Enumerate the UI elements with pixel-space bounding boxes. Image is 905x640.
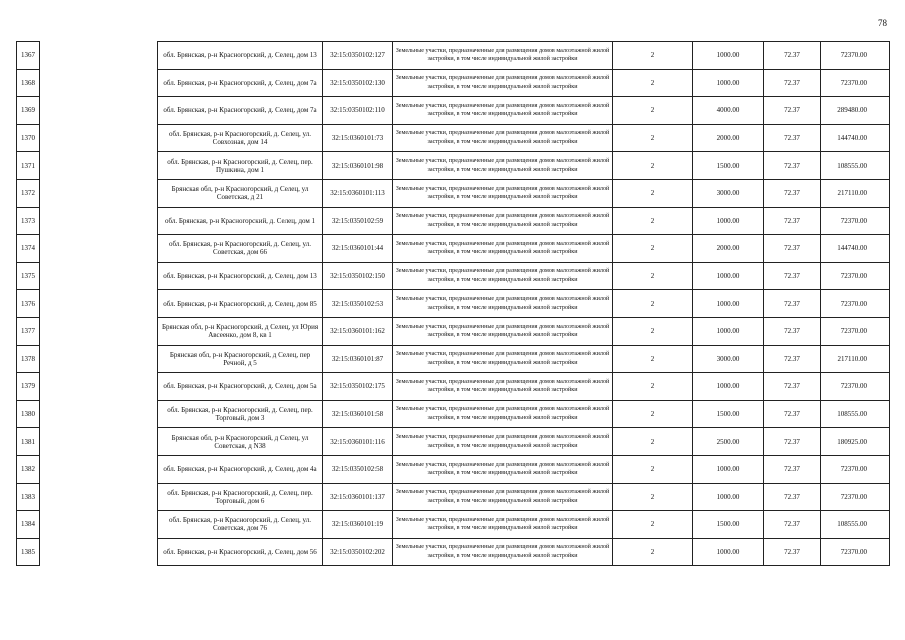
- cadastral-value-cell: 72370.00: [821, 262, 890, 290]
- cadastral-number-cell: 32:15:0360101:87: [323, 345, 393, 373]
- group-cell: 2: [613, 42, 693, 70]
- cadastral-value-cell: 72370.00: [821, 290, 890, 318]
- area-cell: 4000.00: [693, 97, 764, 125]
- blank-column: [40, 511, 158, 539]
- group-cell: 2: [613, 373, 693, 401]
- table-row: [17, 97, 890, 125]
- address-cell: обл. Брянская, р-н Красногорский, д. Селец, дом 56: [158, 538, 323, 566]
- specific-value-cell: 72.37: [764, 373, 821, 401]
- table-row: [17, 262, 890, 290]
- row-number: 1382: [17, 455, 40, 483]
- row-number: 1377: [17, 317, 40, 345]
- cadastral-number-cell: 32:15:0350102:202: [323, 538, 393, 566]
- land-registry-table: [16, 41, 890, 566]
- row-number: 1383: [17, 483, 40, 511]
- cadastral-number-cell: 32:15:0360101:98: [323, 152, 393, 180]
- address-cell: обл. Брянская, р-н Красногорский, д. Селец, дом 1: [158, 207, 323, 235]
- table-row: [17, 317, 890, 345]
- address-cell: Брянская обл, р-н Красногорский, д Селец, ул Советская, д 21: [158, 179, 323, 207]
- group-cell: 2: [613, 207, 693, 235]
- area-cell: 1500.00: [693, 152, 764, 180]
- row-number: 1380: [17, 400, 40, 428]
- specific-value-cell: 72.37: [764, 455, 821, 483]
- group-cell: 2: [613, 428, 693, 456]
- blank-column: [40, 42, 158, 70]
- page-number: 78: [878, 18, 887, 28]
- table-row: [17, 69, 890, 97]
- group-cell: 2: [613, 179, 693, 207]
- row-number: 1370: [17, 124, 40, 152]
- table-body: [17, 42, 890, 566]
- row-number: 1381: [17, 428, 40, 456]
- permitted-use-cell: Земельные участки, предназначенные для размещения домов малоэтажной жилой застройки, в том числе индивидуальной жилой застройки: [393, 483, 613, 511]
- blank-column: [40, 152, 158, 180]
- specific-value-cell: 72.37: [764, 400, 821, 428]
- permitted-use-cell: Земельные участки, предназначенные для размещения домов малоэтажной жилой застройки, в том числе индивидуальной жилой застройки: [393, 317, 613, 345]
- group-cell: 2: [613, 124, 693, 152]
- blank-column: [40, 290, 158, 318]
- address-cell: обл. Брянская, р-н Красногорский, д. Селец, пер. Пушкина, дом 1: [158, 152, 323, 180]
- address-cell: обл. Брянская, р-н Красногорский, д. Селец, ул. Советская, дом 76: [158, 511, 323, 539]
- blank-column: [40, 538, 158, 566]
- address-cell: обл. Брянская, р-н Красногорский, д. Селец, ул. Советская, дом 66: [158, 235, 323, 263]
- cadastral-value-cell: 72370.00: [821, 42, 890, 70]
- cadastral-value-cell: 289480.00: [821, 97, 890, 125]
- blank-column: [40, 69, 158, 97]
- specific-value-cell: 72.37: [764, 207, 821, 235]
- cadastral-number-cell: 32:15:0360101:116: [323, 428, 393, 456]
- permitted-use-cell: Земельные участки, предназначенные для размещения домов малоэтажной жилой застройки, в том числе индивидуальной жилой застройки: [393, 69, 613, 97]
- blank-column: [40, 483, 158, 511]
- table-row: [17, 511, 890, 539]
- permitted-use-cell: Земельные участки, предназначенные для размещения домов малоэтажной жилой застройки, в том числе индивидуальной жилой застройки: [393, 42, 613, 70]
- cadastral-value-cell: 72370.00: [821, 69, 890, 97]
- specific-value-cell: 72.37: [764, 152, 821, 180]
- cadastral-number-cell: 32:15:0350102:130: [323, 69, 393, 97]
- specific-value-cell: 72.37: [764, 345, 821, 373]
- table-row: [17, 124, 890, 152]
- area-cell: 1000.00: [693, 42, 764, 70]
- permitted-use-cell: Земельные участки, предназначенные для размещения домов малоэтажной жилой застройки, в том числе индивидуальной жилой застройки: [393, 235, 613, 263]
- table-row: [17, 373, 890, 401]
- address-cell: обл. Брянская, р-н Красногорский, д. Селец, дом 13: [158, 42, 323, 70]
- permitted-use-cell: Земельные участки, предназначенные для размещения домов малоэтажной жилой застройки, в том числе индивидуальной жилой застройки: [393, 124, 613, 152]
- table-row: [17, 428, 890, 456]
- specific-value-cell: 72.37: [764, 179, 821, 207]
- area-cell: 1000.00: [693, 290, 764, 318]
- blank-column: [40, 455, 158, 483]
- blank-column: [40, 373, 158, 401]
- group-cell: 2: [613, 69, 693, 97]
- address-cell: Брянская обл, р-н Красногорский, д Селец, ул Советская, д N38: [158, 428, 323, 456]
- cadastral-number-cell: 32:15:0360101:73: [323, 124, 393, 152]
- group-cell: 2: [613, 483, 693, 511]
- cadastral-value-cell: 72370.00: [821, 317, 890, 345]
- row-number: 1367: [17, 42, 40, 70]
- permitted-use-cell: Земельные участки, предназначенные для размещения домов малоэтажной жилой застройки, в том числе индивидуальной жилой застройки: [393, 152, 613, 180]
- group-cell: 2: [613, 455, 693, 483]
- row-number: 1378: [17, 345, 40, 373]
- table-row: [17, 235, 890, 263]
- cadastral-number-cell: 32:15:0360101:44: [323, 235, 393, 263]
- cadastral-number-cell: 32:15:0350102:175: [323, 373, 393, 401]
- area-cell: 1500.00: [693, 400, 764, 428]
- cadastral-number-cell: 32:15:0350102:58: [323, 455, 393, 483]
- address-cell: обл. Брянская, р-н Красногорский, д. Селец, пер. Торговый, дом 3: [158, 400, 323, 428]
- row-number: 1385: [17, 538, 40, 566]
- cadastral-value-cell: 144740.00: [821, 235, 890, 263]
- blank-column: [40, 400, 158, 428]
- cadastral-value-cell: 72370.00: [821, 373, 890, 401]
- cadastral-number-cell: 32:15:0350102:59: [323, 207, 393, 235]
- specific-value-cell: 72.37: [764, 97, 821, 125]
- permitted-use-cell: Земельные участки, предназначенные для размещения домов малоэтажной жилой застройки, в том числе индивидуальной жилой застройки: [393, 400, 613, 428]
- address-cell: Брянская обл, р-н Красногорский, д Селец, ул Юрия Авсеенко, дом 8, кв 1: [158, 317, 323, 345]
- cadastral-number-cell: 32:15:0360101:19: [323, 511, 393, 539]
- permitted-use-cell: Земельные участки, предназначенные для размещения домов малоэтажной жилой застройки, в том числе индивидуальной жилой застройки: [393, 179, 613, 207]
- blank-column: [40, 235, 158, 263]
- cadastral-number-cell: 32:15:0360101:137: [323, 483, 393, 511]
- table-row: [17, 455, 890, 483]
- row-number: 1376: [17, 290, 40, 318]
- permitted-use-cell: Земельные участки, предназначенные для размещения домов малоэтажной жилой застройки, в том числе индивидуальной жилой застройки: [393, 345, 613, 373]
- row-number: 1384: [17, 511, 40, 539]
- address-cell: обл. Брянская, р-н Красногорский, д. Селец, дом 85: [158, 290, 323, 318]
- specific-value-cell: 72.37: [764, 538, 821, 566]
- row-number: 1369: [17, 97, 40, 125]
- blank-column: [40, 428, 158, 456]
- address-cell: обл. Брянская, р-н Красногорский, д. Селец, дом 5а: [158, 373, 323, 401]
- cadastral-value-cell: 72370.00: [821, 207, 890, 235]
- area-cell: 1000.00: [693, 538, 764, 566]
- specific-value-cell: 72.37: [764, 511, 821, 539]
- cadastral-number-cell: 32:15:0350102:127: [323, 42, 393, 70]
- specific-value-cell: 72.37: [764, 42, 821, 70]
- group-cell: 2: [613, 290, 693, 318]
- address-cell: обл. Брянская, р-н Красногорский, д. Селец, дом 7а: [158, 97, 323, 125]
- address-cell: обл. Брянская, р-н Красногорский, д. Селец, пер. Торговый, дом 6: [158, 483, 323, 511]
- table-row: [17, 345, 890, 373]
- table-row: [17, 207, 890, 235]
- table-row: [17, 152, 890, 180]
- blank-column: [40, 262, 158, 290]
- table-row: [17, 400, 890, 428]
- area-cell: 3000.00: [693, 345, 764, 373]
- table-row: [17, 290, 890, 318]
- permitted-use-cell: Земельные участки, предназначенные для размещения домов малоэтажной жилой застройки, в том числе индивидуальной жилой застройки: [393, 428, 613, 456]
- area-cell: 1000.00: [693, 373, 764, 401]
- address-cell: обл. Брянская, р-н Красногорский, д. Селец, дом 7а: [158, 69, 323, 97]
- address-cell: обл. Брянская, р-н Красногорский, д. Селец, ул. Совхозная, дом 14: [158, 124, 323, 152]
- area-cell: 1000.00: [693, 455, 764, 483]
- permitted-use-cell: Земельные участки, предназначенные для размещения домов малоэтажной жилой застройки, в том числе индивидуальной жилой застройки: [393, 511, 613, 539]
- group-cell: 2: [613, 152, 693, 180]
- cadastral-value-cell: 108555.00: [821, 511, 890, 539]
- specific-value-cell: 72.37: [764, 69, 821, 97]
- address-cell: обл. Брянская, р-н Красногорский, д. Селец, дом 4а: [158, 455, 323, 483]
- table-row: [17, 483, 890, 511]
- row-number: 1374: [17, 235, 40, 263]
- blank-column: [40, 97, 158, 125]
- row-number: 1375: [17, 262, 40, 290]
- specific-value-cell: 72.37: [764, 428, 821, 456]
- cadastral-number-cell: 32:15:0360101:58: [323, 400, 393, 428]
- table-row: [17, 179, 890, 207]
- permitted-use-cell: Земельные участки, предназначенные для размещения домов малоэтажной жилой застройки, в том числе индивидуальной жилой застройки: [393, 455, 613, 483]
- cadastral-value-cell: 72370.00: [821, 455, 890, 483]
- area-cell: 1000.00: [693, 483, 764, 511]
- cadastral-value-cell: 144740.00: [821, 124, 890, 152]
- group-cell: 2: [613, 400, 693, 428]
- cadastral-value-cell: 72370.00: [821, 483, 890, 511]
- permitted-use-cell: Земельные участки, предназначенные для размещения домов малоэтажной жилой застройки, в том числе индивидуальной жилой застройки: [393, 207, 613, 235]
- cadastral-value-cell: 108555.00: [821, 152, 890, 180]
- cadastral-number-cell: 32:15:0360101:113: [323, 179, 393, 207]
- specific-value-cell: 72.37: [764, 483, 821, 511]
- table-row: [17, 42, 890, 70]
- group-cell: 2: [613, 235, 693, 263]
- specific-value-cell: 72.37: [764, 235, 821, 263]
- cadastral-value-cell: 217110.00: [821, 345, 890, 373]
- group-cell: 2: [613, 538, 693, 566]
- group-cell: 2: [613, 345, 693, 373]
- specific-value-cell: 72.37: [764, 317, 821, 345]
- permitted-use-cell: Земельные участки, предназначенные для размещения домов малоэтажной жилой застройки, в том числе индивидуальной жилой застройки: [393, 373, 613, 401]
- specific-value-cell: 72.37: [764, 262, 821, 290]
- cadastral-value-cell: 180925.00: [821, 428, 890, 456]
- cadastral-value-cell: 217110.00: [821, 179, 890, 207]
- area-cell: 3000.00: [693, 179, 764, 207]
- area-cell: 1000.00: [693, 317, 764, 345]
- area-cell: 2000.00: [693, 124, 764, 152]
- cadastral-number-cell: 32:15:0350102:110: [323, 97, 393, 125]
- specific-value-cell: 72.37: [764, 124, 821, 152]
- area-cell: 1000.00: [693, 69, 764, 97]
- row-number: 1368: [17, 69, 40, 97]
- group-cell: 2: [613, 511, 693, 539]
- permitted-use-cell: Земельные участки, предназначенные для размещения домов малоэтажной жилой застройки, в том числе индивидуальной жилой застройки: [393, 538, 613, 566]
- table-row: [17, 538, 890, 566]
- address-cell: обл. Брянская, р-н Красногорский, д. Селец, дом 13: [158, 262, 323, 290]
- cadastral-value-cell: 108555.00: [821, 400, 890, 428]
- cadastral-number-cell: 32:15:0350102:53: [323, 290, 393, 318]
- blank-column: [40, 317, 158, 345]
- group-cell: 2: [613, 317, 693, 345]
- group-cell: 2: [613, 262, 693, 290]
- blank-column: [40, 207, 158, 235]
- area-cell: 2000.00: [693, 235, 764, 263]
- permitted-use-cell: Земельные участки, предназначенные для размещения домов малоэтажной жилой застройки, в том числе индивидуальной жилой застройки: [393, 290, 613, 318]
- blank-column: [40, 345, 158, 373]
- row-number: 1372: [17, 179, 40, 207]
- row-number: 1373: [17, 207, 40, 235]
- area-cell: 1000.00: [693, 207, 764, 235]
- specific-value-cell: 72.37: [764, 290, 821, 318]
- row-number: 1371: [17, 152, 40, 180]
- address-cell: Брянская обл, р-н Красногорский, д Селец, пер Речной, д 5: [158, 345, 323, 373]
- blank-column: [40, 179, 158, 207]
- area-cell: 2500.00: [693, 428, 764, 456]
- cadastral-number-cell: 32:15:0360101:162: [323, 317, 393, 345]
- area-cell: 1000.00: [693, 262, 764, 290]
- area-cell: 1500.00: [693, 511, 764, 539]
- blank-column: [40, 124, 158, 152]
- cadastral-number-cell: 32:15:0350102:150: [323, 262, 393, 290]
- permitted-use-cell: Земельные участки, предназначенные для размещения домов малоэтажной жилой застройки, в том числе индивидуальной жилой застройки: [393, 262, 613, 290]
- permitted-use-cell: Земельные участки, предназначенные для размещения домов малоэтажной жилой застройки, в том числе индивидуальной жилой застройки: [393, 97, 613, 125]
- group-cell: 2: [613, 97, 693, 125]
- cadastral-value-cell: 72370.00: [821, 538, 890, 566]
- row-number: 1379: [17, 373, 40, 401]
